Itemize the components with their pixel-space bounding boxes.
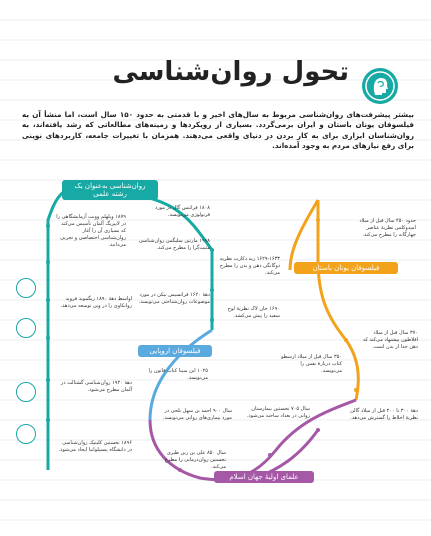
note-1896: ۱۸۹۶ نخستین کلینیک روان‌شناسی در دانشگاه پنسیلوانیا ایجاد می‌شود. [58,440,132,453]
note-1929: ۱۶۲۹-۱۶۳۳ رنه دکارت نظریه دوگانگی ذهن و بدن را مطرح می‌کند. [219,256,280,276]
note-1879: ۱۸۷۹ ویلهلم وونت آزمایشگاهی را در لایپزیگ آلمان تأسیس می‌کند که بسیاری آن را آغاز روان‌شناسی اختصاصی و تجربی می‌دانند. [56,214,126,248]
label-european-philosophers: فیلسوفان اروپایی [138,345,212,357]
people-icon [16,318,36,338]
note-1890: اواسط دههٔ ۱۸۹۰ زیگموند فروید روانکاوی را در وین توسعه می‌دهد. [60,296,132,309]
note-850: سال ۸۵۰ علی بن ربن طبری نخستین روان‌درمانی را مطرح می‌کند. [164,450,226,470]
note-1808: ۱۸۰۸ فرانتس گال در مورد فرنولوژی می‌نویسد. [154,205,210,218]
note-370: ۳۷۰ سال قبل از میلاد افلاطون پیشنهاد می‌کند که ذهن جدا از بدن است. [362,330,418,350]
note-1998: ۱۹۹۸ مارتین سلیگمن روان‌شناسی مثبت‌گرا را مطرح می‌کند. [138,238,210,251]
lightbulb-icon [16,424,36,444]
page-title: تحول روان‌شناسی [112,57,349,87]
intro-paragraph: بیشتر پیشرفت‌های روان‌شناسی مربوط به سال‌های اخیر و با قدمتی به حدود ۱۵۰ سال است، اما منشأ آن به فیلسوفان یونان باستان و ایران برمی‌گردد. بسیاری از رویکردها و زمینه‌های مطالعاتی که رشد یافته‌اند، به روان‌شناسان ابزاری برای به کار بردن در دنیای واقعی می‌دهند. همزمان با تغییرات جامعه، کاربردهای نوینی برای رفع نیازهای مردم به وجود آمده‌اند. [22,110,414,151]
note-1690: ۱۶۹۰ جان لاک نظریهٔ لوح سفید را پیش می‌کشد. [227,306,280,319]
note-1025: ۱۰۲۵ ابن سینا کتاب قانون را می‌نویسد. [148,368,208,381]
label-psych-science: روان‌شناسی به‌عنوان یک رشته علمی [62,180,158,200]
note-350: ۳۵۰ سال قبل از میلاد ارسطو کتاب دربارهٔ نفس را می‌نویسد. [281,354,342,374]
note-1620: دههٔ ۱۶۲۰ فرانسیس بیکن در مورد موضوعات روان‌شناختی می‌نویسد. [138,292,210,305]
orange-branch-line-2 [290,200,318,270]
note-1920: دههٔ ۱۹۲۰ روان‌شناسی گشتالت در آلمان مطرح می‌شود. [60,380,132,393]
label-ancient-philosophers: فیلسوفان یونان باستان [294,262,398,274]
gears-icon [16,278,36,298]
note-900: سال ۹۰۰ احمد بن سهل بلخی در مورد بیماری‌های روانی می‌نویسد. [162,408,232,421]
note-705: سال ۷۰۵ نخستین بیمارستان روانی در بغداد ساخته می‌شود. [246,406,310,419]
label-islamic-scholars: علمای اولیهٔ جهان اسلام [214,471,314,483]
note-450: حدود ۴۵۰ سال قبل از میلاد امپدوکلس نظریهٔ عناصر چهارگانه را مطرح می‌کند. [359,218,416,238]
note-300: دههٔ ۳۰۰ تا ۲۰۰ قبل از میلاد گالن نظریهٔ اخلاط را گسترش می‌دهد. [350,408,418,421]
mind-icon [16,382,36,402]
